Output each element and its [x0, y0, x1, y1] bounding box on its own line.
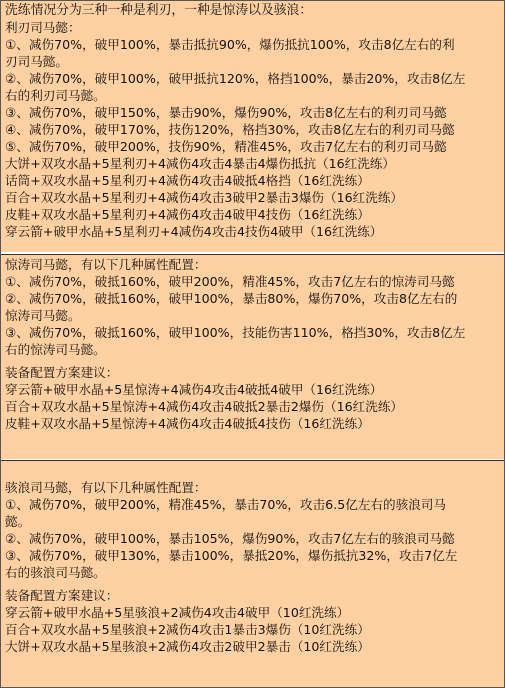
- config-line: ②、减伤70%，破甲100%，破甲抵抗120%，格挡100%，暴击20%，攻击8亿左: [5, 71, 466, 86]
- intro-heading: 洗练情况分为三种一种是利刃，一种是惊涛以及骇浪：: [5, 3, 313, 18]
- config-line: ③、减伤70%，破甲130%，暴击100%，暴抵20%，爆伤抵抗32%，攻击7亿左: [5, 548, 458, 563]
- config-line: ①、减伤70%，破甲100%，暴击抵抗90%，爆伤抵抗100%，攻击8亿左右的利: [5, 37, 455, 52]
- config-line: ⑤、减伤70%，破甲200%，技伤90%，精准45%，攻击7亿左右的利刃司马懿: [5, 139, 447, 154]
- section-title: 骇浪司马懿，有以下几种属性配置：: [5, 480, 207, 495]
- config-line: 懿。: [5, 514, 31, 529]
- section-lirenn: [1, 1, 504, 252]
- equipment-line: 皮鞋+双攻水晶+5星利刃+4减伤4攻击4破甲4技伤（16红洗练）: [5, 207, 370, 222]
- equipment-line: 皮鞋+双攻水晶+5星惊涛+4减伤4攻击4破抵4技伤（16红洗练）: [5, 416, 370, 431]
- config-line: 刃司马懿。: [5, 54, 68, 69]
- section-hailang: [1, 460, 504, 687]
- equipment-line: 话筒+双攻水晶+5星利刃+4减伤4攻击4破抵4格挡（16红洗练）: [5, 173, 370, 188]
- config-line: ④、减伤70%，破甲170%，技伤120%，格挡30%，攻击8亿左右的利刃司马懿: [5, 122, 455, 137]
- config-line: 惊涛司马懿。: [5, 308, 81, 323]
- config-line: 右的利刃司马懿。: [5, 88, 106, 103]
- config-line: 右的骇浪司马懿。: [5, 565, 106, 580]
- equipment-heading: 装备配置方案建议：: [5, 365, 119, 380]
- equipment-line: 大饼+双攻水晶+5星骇浪+2减伤4攻击2破甲2暴击（10红洗练）: [5, 639, 370, 654]
- config-line: ③、减伤70%，破抵160%，破甲100%，技能伤害110%，格挡30%，攻击8亿左: [5, 325, 466, 340]
- equipment-line: 百合+双攻水晶+5星惊涛+4减伤4攻击4破抵2暴击2爆伤（16红洗练）: [5, 399, 404, 414]
- config-line: ①、减伤70%，破甲200%，精准45%，暴击70%，攻击6.5亿左右的骇浪司马: [5, 497, 446, 512]
- section-jingtao: [1, 254, 504, 459]
- equipment-line: 大饼+双攻水晶+5星利刃+4减伤4攻击4暴击4爆伤抵抗（16红洗练）: [5, 156, 395, 171]
- equipment-line: 穿云箭+破甲水晶+5星骇浪+2减伤4攻击4破甲（10红洗练）: [5, 605, 350, 620]
- config-line: ①、减伤70%，破抵160%，破甲200%，精准45%，攻击7亿左右的惊涛司马懿: [5, 274, 455, 289]
- config-line: ③、减伤70%，破甲150%，暴击90%，爆伤90%，攻击8亿左右的利刃司马懿: [5, 105, 447, 120]
- section-title: 惊涛司马懿，有以下几种属性配置：: [5, 257, 207, 272]
- equipment-line: 穿云箭+破甲水晶+5星利刃+4减伤4攻击4技伤4破甲（16红洗练）: [5, 224, 383, 239]
- equipment-line: 穿云箭+破甲水晶+5星惊涛+4减伤4攻击4破抵4破甲（16红洗练）: [5, 382, 383, 397]
- equipment-line: 百合+双攻水晶+5星利刃+4减伤4攻击3破甲2暴击3爆伤（16红洗练）: [5, 190, 404, 205]
- section-title: 利刃司马懿：: [5, 20, 81, 35]
- equipment-heading: 装备配置方案建议：: [5, 588, 119, 603]
- config-line: ②、减伤70%，破抵160%，破甲100%，暴击80%，爆伤70%，攻击8亿左右的: [5, 291, 458, 306]
- config-line: 右的惊涛司马懿。: [5, 342, 106, 357]
- config-line: ②、减伤70%，破甲100%，暴击105%，爆伤90%，攻击7亿左右的骇浪司马懿: [5, 531, 455, 546]
- equipment-line: 百合+双攻水晶+5星骇浪+2减伤4攻击1暴击3爆伤（10红洗练）: [5, 622, 370, 637]
